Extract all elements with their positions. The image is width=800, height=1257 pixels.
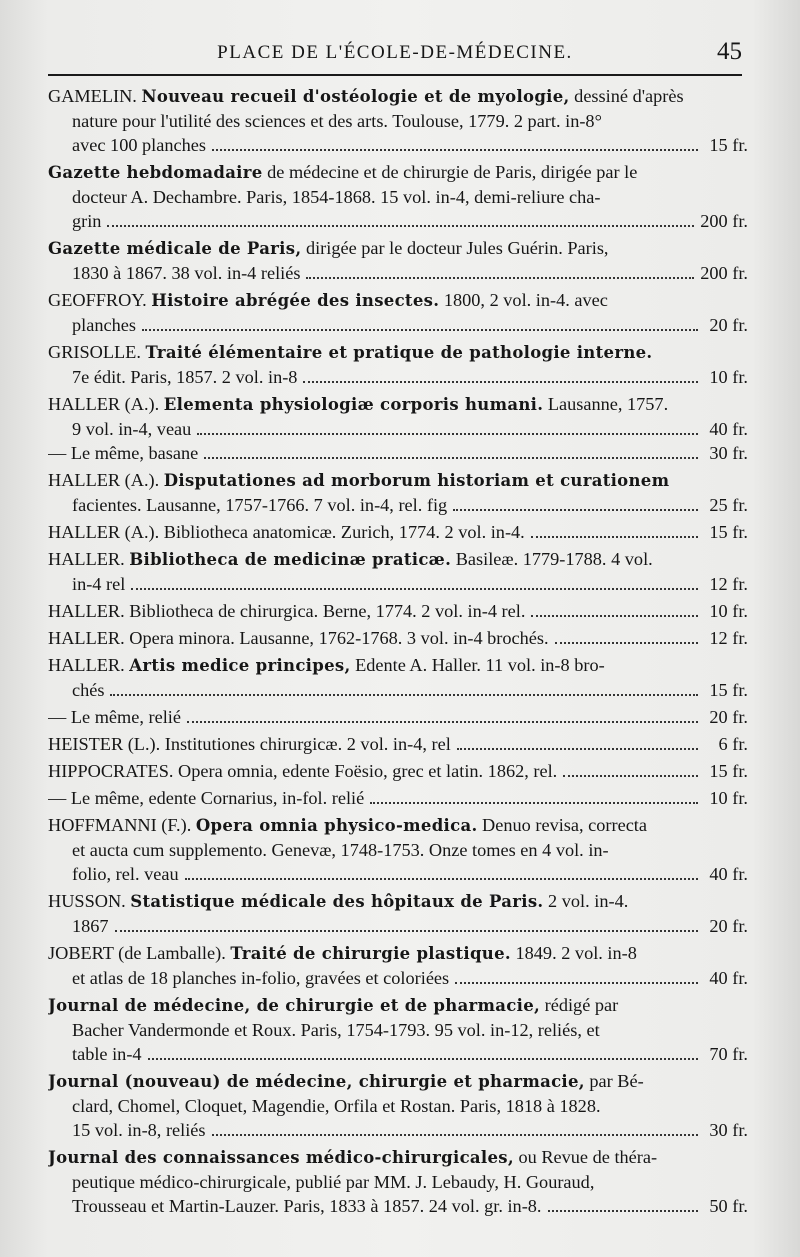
entry-line xyxy=(48,468,748,493)
entry-text: 15 vol. in-8, reliés xyxy=(72,1120,206,1140)
entry-line xyxy=(48,1194,748,1218)
leader-dots xyxy=(457,748,698,750)
entry-text: chés xyxy=(72,680,105,700)
entry-line xyxy=(48,1042,748,1066)
entry-text: HALLER (A.). Bibliotheca anatomicæ. Zurich, 1774. 2 vol. in-4. xyxy=(48,522,525,542)
leader-dots xyxy=(453,509,698,511)
entry-text: Edente A. Haller. 11 vol. in-8 bro- xyxy=(350,655,605,675)
entry-line xyxy=(48,813,748,838)
entry-text: grin xyxy=(72,211,102,231)
catalog-entry xyxy=(48,653,748,702)
entry-text: — Le même, basane xyxy=(48,443,199,463)
entry-line xyxy=(48,493,748,517)
entry-price: 20 fr. xyxy=(709,707,748,727)
catalog-entry xyxy=(48,1145,748,1218)
entry-text: HALLER. Opera minora. Lausanne, 1762-1768. 3 vol. in-4 brochés. xyxy=(48,628,549,648)
catalog-entry xyxy=(48,732,748,756)
entry-author: HALLER (A.). xyxy=(48,470,160,490)
entry-title: Opera omnia physico-medica. xyxy=(195,816,478,835)
leader-dots xyxy=(563,775,698,777)
leader-dots xyxy=(555,642,698,644)
catalog-entry xyxy=(48,889,748,938)
entry-title: Journal des connaissances médico-chirurgicales, xyxy=(48,1148,514,1167)
entry-price: 200 fr. xyxy=(700,263,748,283)
leader-dots xyxy=(531,615,698,617)
entry-line: peutique médico-chirurgicale, publié par MM. J. Lebaudy, H. Gouraud, xyxy=(72,1172,595,1192)
entry-price: 40 fr. xyxy=(709,419,748,439)
catalog-entry xyxy=(48,392,748,441)
entry-price: 50 fr. xyxy=(709,1196,748,1216)
entry-text: Basileæ. 1779-1788. 4 vol. xyxy=(451,549,653,569)
entry-price: 30 fr. xyxy=(709,1120,748,1140)
catalog-entry xyxy=(48,520,748,544)
entry-author: HALLER. xyxy=(48,549,125,569)
entry-line xyxy=(48,84,748,109)
leader-dots xyxy=(306,277,694,279)
entry-author: JOBERT (de Lamballe). xyxy=(48,943,226,963)
catalog-entry xyxy=(48,813,748,886)
page-title: PLACE DE L'ÉCOLE-DE-MÉDECINE. xyxy=(217,42,573,63)
entry-text: Denuo revisa, correcta xyxy=(477,815,648,835)
catalog-entry xyxy=(48,236,748,285)
entry-title: Traité de chirurgie plastique. xyxy=(230,944,511,963)
entry-line xyxy=(48,1118,748,1142)
catalog-entry xyxy=(48,993,748,1066)
entry-line xyxy=(48,678,748,702)
entry-line xyxy=(48,520,748,544)
catalog-entry xyxy=(48,84,748,157)
entry-text: 1849. 2 vol. in-8 xyxy=(510,943,637,963)
entry-text: Trousseau et Martin-Lauzer. Paris, 1833 à 1857. 24 vol. gr. in-8. xyxy=(72,1196,542,1216)
entry-line xyxy=(48,547,748,572)
entry-line xyxy=(48,313,748,337)
leader-dots xyxy=(107,225,694,227)
entry-line xyxy=(48,966,748,990)
entry-line xyxy=(48,862,748,886)
entry-title: Traité élémentaire et pratique de pathologie interne. xyxy=(145,343,653,362)
leader-dots xyxy=(531,536,698,538)
entry-text: dirigée par le docteur Jules Guérin. Paris, xyxy=(301,238,609,258)
entry-price: 12 fr. xyxy=(709,628,748,648)
entry-price: 25 fr. xyxy=(709,495,748,515)
entry-author: GEOFFROY. xyxy=(48,290,147,310)
entry-line xyxy=(48,209,748,233)
entry-text: et atlas de 18 planches in-folio, gravées et coloriées xyxy=(72,968,450,988)
entry-line xyxy=(48,653,748,678)
entry-price: 10 fr. xyxy=(709,367,748,387)
entry-line xyxy=(48,288,748,313)
entry-price: 15 fr. xyxy=(709,680,748,700)
leader-dots xyxy=(142,329,698,331)
entry-line xyxy=(48,392,748,417)
entry-line xyxy=(48,133,748,157)
entry-text: par Bé- xyxy=(584,1071,644,1091)
catalog-entry xyxy=(48,340,748,389)
entry-author: HALLER (A.). xyxy=(48,394,160,414)
entry-price: 10 fr. xyxy=(709,788,748,808)
leader-dots xyxy=(212,149,698,151)
entry-line: Bacher Vandermonde et Roux. Paris, 1754-1793. 95 vol. in-12, reliés, et xyxy=(72,1020,600,1040)
leader-dots xyxy=(204,457,698,459)
leader-dots xyxy=(303,381,698,383)
catalog-entry xyxy=(48,1069,748,1142)
entry-line xyxy=(48,993,748,1018)
catalog-entry xyxy=(48,759,748,783)
entry-price: 40 fr. xyxy=(709,968,748,988)
catalog-entry xyxy=(48,288,748,337)
catalog-entry xyxy=(48,626,748,650)
entry-price: 15 fr. xyxy=(709,135,748,155)
entry-line xyxy=(48,599,748,623)
entry-price: 15 fr. xyxy=(709,522,748,542)
entry-text: 9 vol. in-4, veau xyxy=(72,419,192,439)
entry-text: 7e édit. Paris, 1857. 2 vol. in-8 xyxy=(72,367,298,387)
catalog-entry xyxy=(48,160,748,233)
entry-title: Elementa physiologiæ corporis humani. xyxy=(163,395,544,414)
catalog-entry xyxy=(48,547,748,596)
leader-dots xyxy=(212,1134,698,1136)
entry-line xyxy=(48,261,748,285)
entry-text: 1800, 2 vol. in-4. avec xyxy=(439,290,608,310)
leader-dots xyxy=(131,588,698,590)
entry-line xyxy=(48,626,748,650)
entry-line xyxy=(48,441,748,465)
entry-author: GRISOLLE. xyxy=(48,342,141,362)
entry-text: — Le même, edente Cornarius, in-fol. relié xyxy=(48,788,365,808)
entry-line: docteur A. Dechambre. Paris, 1854-1868. 15 vol. in-4, demi-reliure cha- xyxy=(72,187,601,207)
entry-line xyxy=(48,236,748,261)
entry-title: Nouveau recueil d'ostéologie et de myologie, xyxy=(141,87,570,106)
entry-text: HALLER. Bibliotheca de chirurgica. Berne, 1774. 2 vol. in-4 rel. xyxy=(48,601,526,621)
leader-dots xyxy=(187,721,698,723)
entry-price: 6 fr. xyxy=(718,734,748,754)
entry-text: HEISTER (L.). Institutiones chirurgicæ. 2 vol. in-4, rel xyxy=(48,734,451,754)
entry-text: in-4 rel xyxy=(72,574,126,594)
catalog-entry xyxy=(48,941,748,990)
leader-dots xyxy=(115,930,698,932)
entry-line xyxy=(48,340,748,365)
entry-line xyxy=(48,705,748,729)
catalog-entry xyxy=(48,786,748,810)
entry-line xyxy=(48,732,748,756)
entry-line xyxy=(48,417,748,441)
entry-price: 20 fr. xyxy=(709,315,748,335)
entry-author: GAMELIN. xyxy=(48,86,137,106)
entry-text: HIPPOCRATES. Opera omnia, edente Foësio, grec et latin. 1862, rel. xyxy=(48,761,558,781)
entry-line xyxy=(48,941,748,966)
entry-line xyxy=(48,160,748,185)
leader-dots xyxy=(197,433,698,435)
entry-text: de médecine et de chirurgie de Paris, dirigée par le xyxy=(262,162,638,182)
entry-text: rédigé par xyxy=(540,995,619,1015)
entry-text: folio, rel. veau xyxy=(72,864,179,884)
entry-author: HALLER. xyxy=(48,655,125,675)
entry-line xyxy=(48,572,748,596)
entry-price: 70 fr. xyxy=(709,1044,748,1064)
leader-dots xyxy=(185,878,698,880)
leader-dots xyxy=(370,802,698,804)
entry-title: Gazette médicale de Paris, xyxy=(48,239,302,258)
entry-line xyxy=(48,759,748,783)
entry-text: table in-4 xyxy=(72,1044,142,1064)
entry-text: avec 100 planches xyxy=(72,135,207,155)
entry-line xyxy=(48,914,748,938)
entry-text: dessiné d'après xyxy=(569,86,684,106)
entry-title: Disputationes ad morborum historiam et curationem xyxy=(163,471,670,490)
leader-dots xyxy=(110,694,698,696)
entry-line xyxy=(48,786,748,810)
page-number: 45 xyxy=(717,38,742,65)
entry-line xyxy=(48,889,748,914)
catalog-entries xyxy=(48,84,748,1221)
running-head xyxy=(48,38,742,68)
entry-line xyxy=(48,365,748,389)
entry-text: planches xyxy=(72,315,136,335)
leader-dots xyxy=(455,982,698,984)
entry-title: Statistique médicale des hôpitaux de Paris. xyxy=(130,892,544,911)
entry-author: HOFFMANNI (F.). xyxy=(48,815,192,835)
entry-price: 30 fr. xyxy=(709,443,748,463)
entry-text: Lausanne, 1757. xyxy=(543,394,669,414)
entry-line xyxy=(48,1145,748,1170)
entry-line xyxy=(48,1069,748,1094)
entry-title: Histoire abrégée des insectes. xyxy=(151,291,440,310)
entry-text: 1830 à 1867. 38 vol. in-4 reliés xyxy=(72,263,301,283)
entry-price: 200 fr. xyxy=(700,211,748,231)
entry-price: 10 fr. xyxy=(709,601,748,621)
entry-text: facientes. Lausanne, 1757-1766. 7 vol. in-4, rel. fig xyxy=(72,495,448,515)
entry-price: 40 fr. xyxy=(709,864,748,884)
header-rule xyxy=(48,74,742,76)
entry-title: Journal de médecine, de chirurgie et de pharmacie, xyxy=(48,996,541,1015)
entry-price: 20 fr. xyxy=(709,916,748,936)
catalog-entry xyxy=(48,599,748,623)
leader-dots xyxy=(148,1058,698,1060)
entry-title: Artis medice principes, xyxy=(129,656,351,675)
leader-dots xyxy=(548,1210,699,1212)
entry-line: clard, Chomel, Cloquet, Magendie, Orfila et Rostan. Paris, 1818 à 1828. xyxy=(72,1096,601,1116)
entry-line: nature pour l'utilité des sciences et des arts. Toulouse, 1779. 2 part. in-8° xyxy=(72,111,602,131)
entry-price: 15 fr. xyxy=(709,761,748,781)
entry-text: — Le même, relié xyxy=(48,707,181,727)
catalog-entry xyxy=(48,441,748,465)
catalog-entry xyxy=(48,468,748,517)
entry-text: 1867 xyxy=(72,916,109,936)
entry-line: et aucta cum supplemento. Genevæ, 1748-1753. Onze tomes en 4 vol. in- xyxy=(72,840,609,860)
entry-text: 2 vol. in-4. xyxy=(543,891,629,911)
entry-title: Bibliotheca de medicinæ praticæ. xyxy=(129,550,452,569)
catalog-entry xyxy=(48,705,748,729)
entry-author: HUSSON. xyxy=(48,891,126,911)
entry-title: Journal (nouveau) de médecine, chirurgie et pharmacie, xyxy=(48,1072,585,1091)
entry-text: ou Revue de théra- xyxy=(513,1147,658,1167)
entry-price: 12 fr. xyxy=(709,574,748,594)
entry-title: Gazette hebdomadaire xyxy=(48,163,263,182)
